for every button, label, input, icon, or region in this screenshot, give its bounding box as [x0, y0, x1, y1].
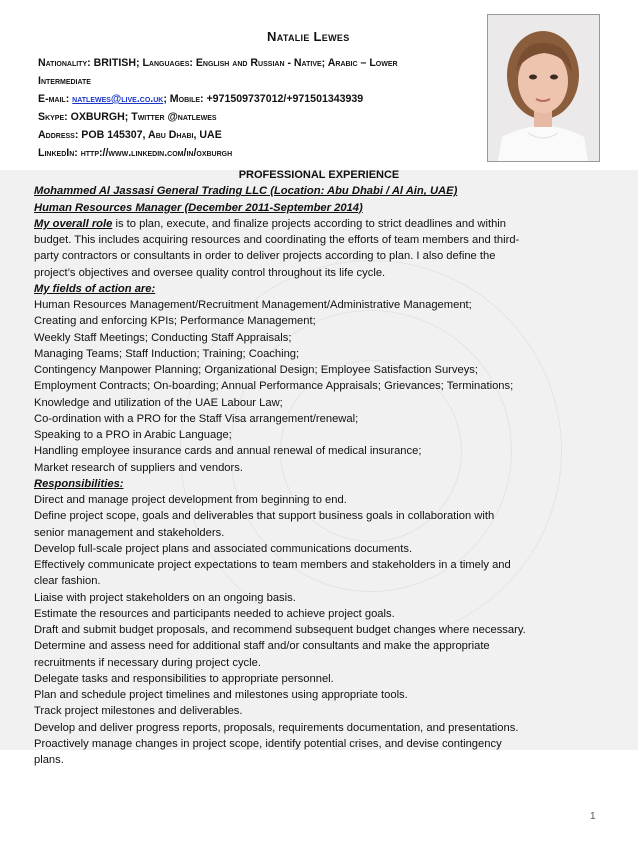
responsibility-item: Proactively manage changes in project scope, identify potential crises, and devise contingency: [34, 737, 502, 750]
responsibility-item: Track project milestones and deliverables.: [34, 705, 243, 718]
role-text: is to plan, execute, and finalize projects according to strict deadlines and within: [112, 217, 507, 230]
responsibility-item: Determine and assess need for additional staff and/or consultants and make the appropriate: [34, 640, 490, 653]
responsibilities-heading: Responsibilities:: [34, 477, 124, 490]
skype-line: Skype: OXBURGH; Twitter @natlewes: [38, 111, 217, 123]
address-line: Address: POB 145307, Abu Dhabi, UAE: [38, 129, 222, 141]
responsibility-item: plans.: [34, 754, 64, 766]
responsibility-item: Draft and submit budget proposals, and recommend subsequent budget changes where necessary.: [34, 624, 526, 636]
company-name: Mohammed Al Jassasi General Trading LLC (Location: Abu Dhabi / Al Ain, UAE): [34, 185, 458, 198]
field-item: Co-ordination with a PRO for the Staff Visa arrangement/renewal;: [34, 412, 359, 425]
experience-section: [34, 167, 604, 768]
responsibility-item: Liaise with project stakeholders on an ongoing basis.: [34, 591, 296, 604]
portrait-image: [488, 15, 599, 161]
email-link[interactable]: natlewes@live.co.uk: [72, 93, 164, 105]
nationality-line: Nationality: BRITISH; Languages: English and Russian - Native; Arabic – Lower: [38, 57, 398, 69]
field-item: Knowledge and utilization of the UAE Labour Law;: [34, 396, 283, 409]
field-item: Handling employee insurance cards and annual renewal of medical insurance;: [34, 445, 422, 458]
responsibility-item: Effectively communicate project expectations to team members and stakeholders in a timely and: [34, 559, 511, 571]
role-text: party contractors or consultants in order to deliver projects according to plan. I also define the: [34, 250, 496, 263]
field-item: Weekly Staff Meetings; Conducting Staff Appraisals;: [34, 331, 292, 344]
field-item: Speaking to a PRO in Arabic Language;: [34, 429, 232, 441]
candidate-name: Natalie Lewes: [267, 29, 350, 44]
email-mobile-line: [38, 90, 488, 108]
job-position: Human Resources Manager (December 2011-September 2014): [34, 201, 363, 214]
role-text: project’s objectives and oversee quality control throughout its life cycle.: [34, 266, 386, 279]
responsibility-item: Develop full-scale project plans and associated communications documents.: [34, 542, 413, 555]
responsibility-item: senior management and stakeholders.: [34, 526, 225, 539]
fields-heading: My fields of action are:: [34, 282, 156, 295]
responsibility-item: Define project scope, goals and deliverables that support business goals in collaboration with: [34, 510, 495, 523]
linkedin-line: LinkedIn: http://www.linkedin.com/in/oxburgh: [38, 147, 233, 159]
profile-photo: [487, 14, 600, 162]
field-item: Managing Teams; Staff Induction; Training; Coaching;: [34, 347, 300, 360]
page-number: 1: [590, 811, 596, 822]
field-item: Creating and enforcing KPIs; Performance Management;: [34, 315, 316, 328]
responsibility-item: Direct and manage project development from beginning to end.: [34, 494, 347, 506]
field-item: Employment Contracts; On-boarding; Annual Performance Appraisals; Grievances; Terminations;: [34, 380, 514, 393]
role-label: My overall role: [34, 217, 113, 230]
field-item: Human Resources Management/Recruitment Management/Administrative Management;: [34, 299, 472, 311]
contact-info: [38, 54, 488, 162]
responsibility-item: clear fashion.: [34, 575, 101, 588]
nationality-line-continued: Intermediate: [38, 75, 91, 87]
responsibility-item: Delegate tasks and responsibilities to appropriate personnel.: [34, 672, 334, 685]
field-item: Contingency Manpower Planning; Organizational Design; Employee Satisfaction Surveys;: [34, 364, 479, 376]
role-text: budget. This includes acquiring resources and coordinating the efforts of team members and third-: [34, 234, 520, 246]
mobile-text: ; Mobile: +971509737012/+971501343939: [163, 93, 364, 105]
responsibility-item: recruitments if necessary during project cycle.: [34, 656, 261, 669]
responsibility-item: Develop and deliver progress reports, proposals, requirements documentation, and presentations.: [34, 721, 519, 734]
responsibility-item: Plan and schedule project timelines and milestones using appropriate tools.: [34, 689, 408, 701]
section-title: PROFESSIONAL EXPERIENCE: [238, 169, 400, 181]
field-item: Market research of suppliers and vendors.: [34, 461, 243, 474]
email-label: E-mail:: [38, 93, 73, 105]
responsibility-item: Estimate the resources and participants needed to achieve project goals.: [34, 607, 395, 620]
role-line: [34, 216, 604, 232]
